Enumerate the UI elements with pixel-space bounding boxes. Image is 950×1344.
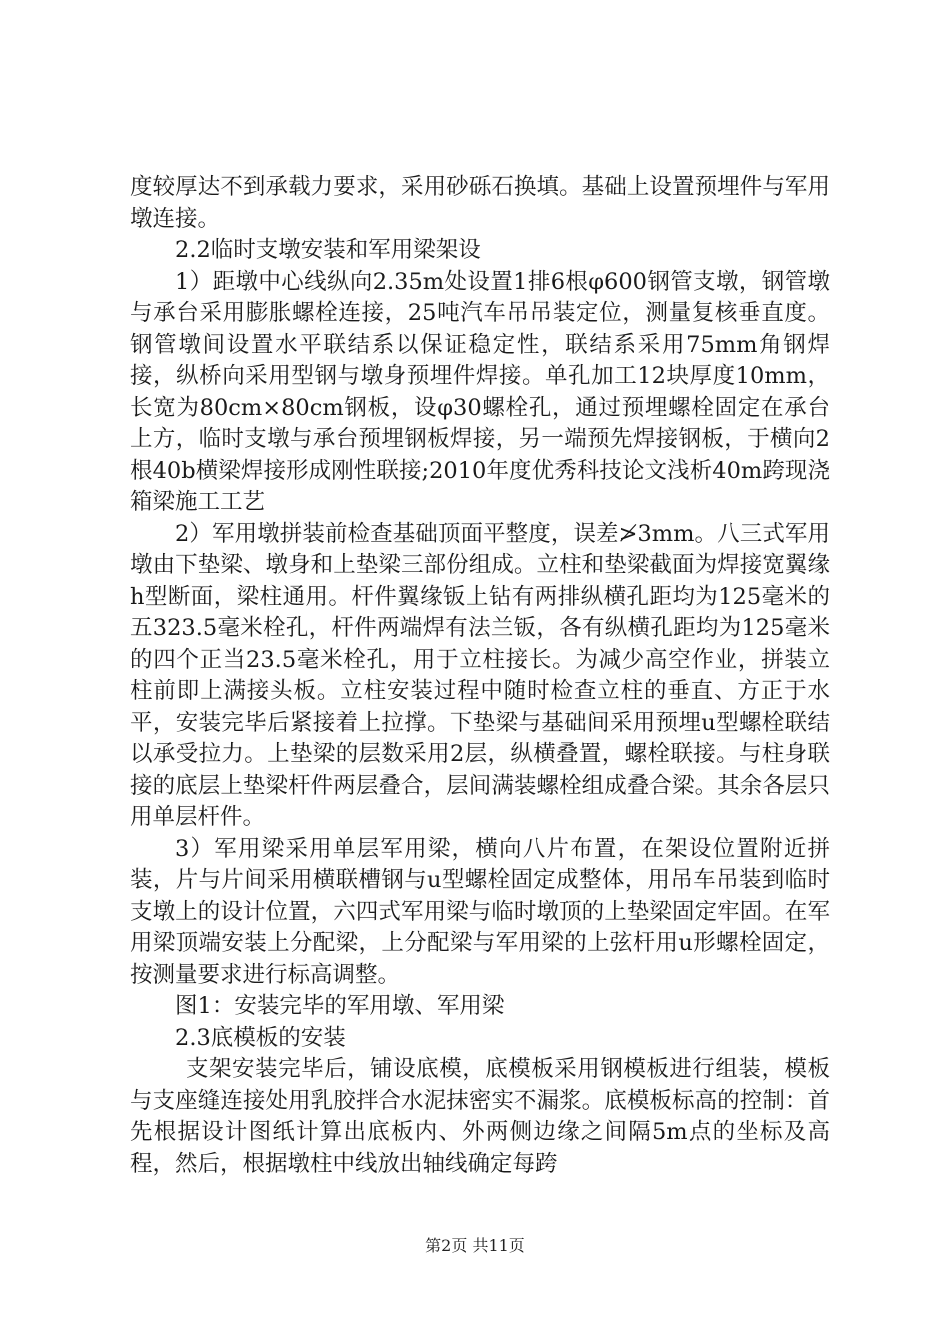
body-text (130, 172, 830, 1180)
page-number: 第2页 共11页 (425, 1236, 525, 1255)
paragraph-foundation-continued: 度较厚达不到承载力要求，采用砂砾石换填。基础上设置预埋件与军用墩连接。 (130, 174, 830, 232)
paragraph-item-2: 2）军用墩拼装前检查基础顶面平整度，误差≯3mm。八三式军用墩由下垫梁、墩身和上垫梁三部份组成。立柱和垫梁截面为焊接宽翼缘h型断面，梁柱通用。杆件翼缘钣上钻有两排纵横孔距均为125毫米的五323.5毫米栓孔，杆件两端焊有法兰钣，各有纵横孔距均为125毫米的四个正当23.5毫米栓孔，用于立柱接长。为减少高空作业，拼装立柱前即上满接头板。立柱安装过程中随时检查立柱的垂直、方正于水平，安装完毕后紧接着上拉撑。下垫梁与基础间采用预埋u型螺栓联结以承受拉力。上垫梁的层数采用2层，纵横叠置，螺栓联接。与柱身联接的底层上垫梁杆件两层叠合，层间满装螺栓组成叠合梁。其余各层只用单层杆件。 (130, 520, 830, 830)
section-heading-2-3: 2.3底模板的安装 (175, 1024, 346, 1051)
paragraph-item-1: 1）距墩中心线纵向2.35m处设置1排6根φ600钢管支墩，钢管墩与承台采用膨胀螺栓连接，25吨汽车吊吊装定位，测量复核垂直度。钢管墩间设置水平联结系以保证稳定性，联结系采用75mm角钢焊接，纵桥向采用型钢与墩身预埋件焊接。单孔加工12块厚度10mm，长宽为80cm×80cm钢板，设φ30螺栓孔，通过预埋螺栓固定在承台上方，临时支墩与承台预埋钢板焊接，另一端预先焊接钢板，于横向2根40b横梁焊接形成刚性联接;2010年度优秀科技论文浅析40m跨现浇箱梁施工工艺 (130, 268, 830, 515)
figure-caption: 图1：安装完毕的军用墩、军用梁 (175, 993, 505, 1019)
paragraph-bottom-form: 支架安装完毕后，铺设底模，底模板采用钢模板进行组装，模板与支座缝连接处用乳胶拌合水泥抹密实不漏浆。底模板标高的控制：首先根据设计图纸计算出底板内、外两侧边缘之间隔5m点的坐标及高程，然后，根据墩柱中线放出轴线确定每跨 (130, 1056, 830, 1177)
page-footer (0, 1236, 950, 1256)
section-heading-2-2: 2.2临时支墩安装和军用梁架设 (175, 237, 481, 263)
paragraph-item-3: 3）军用梁采用单层军用梁，横向八片布置，在架设位置附近拼装，片与片间采用横联槽钢与u型螺栓固定成整体，用吊车吊装到临时支墩上的设计位置，六四式军用梁与临时墩顶的上垫梁固定牢固。在军用梁顶端安装上分配梁，上分配梁与军用梁的上弦杆用u形螺栓固定，按测量要求进行标高调整。 (130, 835, 830, 988)
